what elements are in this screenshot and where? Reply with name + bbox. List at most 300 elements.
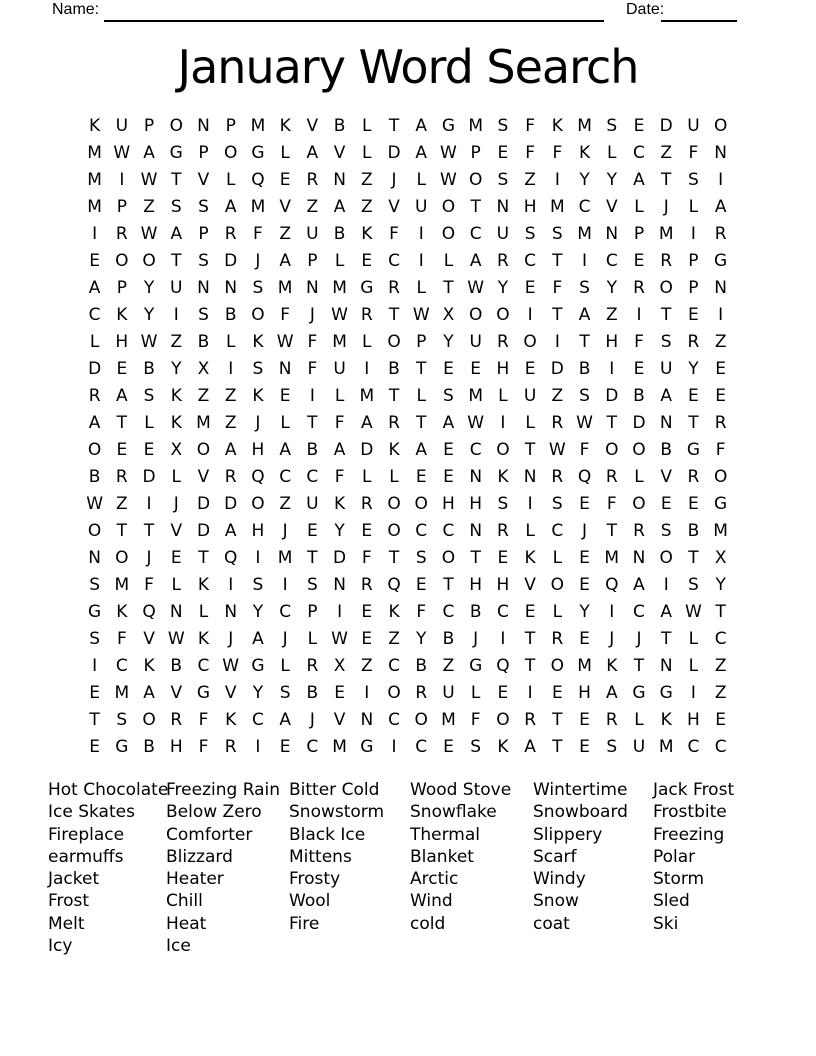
grid-letter: O: [169, 115, 183, 136]
grid-letter: S: [579, 277, 590, 298]
grid-letter: O: [496, 439, 510, 460]
grid-letter: L: [443, 250, 454, 271]
grid-letter: M: [332, 277, 347, 298]
grid-letter: Z: [143, 196, 155, 217]
grid-letter: C: [388, 250, 400, 271]
grid-letter: L: [688, 629, 699, 650]
grid-letter: F: [634, 331, 644, 352]
grid-letter: E: [89, 250, 100, 271]
grid-letter: R: [306, 656, 319, 677]
grid-letter: E: [470, 358, 482, 379]
grid-letter: C: [388, 710, 400, 731]
grid-letter: N: [197, 115, 210, 136]
grid-letter: D: [659, 115, 673, 136]
grid-letter: D: [632, 412, 646, 433]
grid-letter: W: [276, 331, 294, 352]
grid-letter: O: [523, 331, 537, 352]
grid-letter: L: [198, 602, 209, 623]
page-title: January Word Search: [177, 40, 639, 94]
grid-letter: E: [143, 439, 155, 460]
grid-letter: R: [605, 466, 618, 487]
grid-letter: Q: [251, 466, 265, 487]
grid-letter: M: [277, 548, 293, 569]
grid-letter: M: [332, 737, 347, 758]
word-list-column: [410, 779, 511, 935]
grid-letter: R: [88, 385, 101, 406]
grid-letter: A: [306, 142, 319, 163]
grid-letter: O: [441, 548, 456, 569]
grid-letter: Z: [388, 629, 400, 650]
word-list-item: Ice: [166, 936, 191, 957]
grid-letter: T: [89, 710, 100, 731]
grid-letter: N: [197, 277, 210, 298]
grid-letter: N: [360, 710, 374, 731]
grid-letter: F: [606, 493, 617, 514]
grid-letter: O: [441, 196, 456, 217]
grid-letter: G: [659, 683, 673, 704]
grid-letter: L: [552, 548, 563, 569]
word-list-item: Frosty: [289, 869, 341, 890]
grid-letter: G: [686, 439, 701, 460]
grid-letter: W: [685, 602, 702, 623]
grid-letter: T: [661, 304, 672, 325]
grid-letter: K: [497, 737, 509, 758]
grid-letter: R: [714, 412, 727, 433]
grid-letter: T: [443, 277, 454, 298]
grid-letter: C: [469, 223, 482, 244]
grid-letter: D: [224, 250, 238, 271]
word-list-item: Arctic: [410, 869, 459, 890]
grid-letter: Z: [551, 385, 564, 406]
grid-letter: I: [500, 412, 506, 433]
grid-letter: D: [387, 142, 401, 163]
grid-letter: G: [251, 656, 265, 677]
grid-letter: K: [116, 304, 128, 325]
grid-letter: T: [388, 548, 400, 569]
grid-letter: L: [552, 602, 563, 623]
grid-letter: T: [388, 304, 400, 325]
grid-letter: C: [415, 737, 428, 758]
grid-letter: M: [549, 196, 565, 217]
grid-letter: C: [306, 466, 319, 487]
grid-letter: M: [87, 142, 102, 163]
grid-letter: R: [170, 710, 183, 731]
word-list-item: Wintertime: [533, 780, 628, 800]
grid-letter: B: [578, 358, 591, 379]
grid-letter: U: [469, 331, 482, 352]
grid-letter: K: [197, 575, 210, 596]
grid-letter: U: [306, 223, 319, 244]
grid-letter: Q: [224, 548, 238, 569]
grid-letter: E: [633, 250, 645, 271]
word-list-column: [48, 779, 168, 957]
grid-letter: U: [442, 683, 455, 704]
grid-letter: V: [170, 520, 183, 541]
grid-letter: A: [252, 629, 264, 650]
grid-letter: X: [197, 358, 210, 379]
grid-letter: O: [713, 115, 728, 136]
grid-letter: R: [524, 710, 537, 731]
grid-letter: C: [197, 656, 210, 677]
grid-letter: I: [146, 493, 152, 514]
grid-letter: R: [388, 412, 400, 433]
grid-letter: T: [661, 169, 672, 190]
grid-letter: V: [170, 683, 183, 704]
grid-letter: W: [548, 439, 566, 460]
grid-letter: Z: [279, 223, 291, 244]
grid-letter: L: [280, 412, 290, 433]
grid-letter: P: [198, 142, 209, 163]
grid-letter: D: [550, 358, 564, 379]
grid-letter: R: [496, 250, 509, 271]
grid-letter: M: [577, 656, 592, 677]
grid-letter: H: [469, 493, 483, 514]
grid-letter: F: [334, 466, 345, 487]
grid-letter: S: [170, 196, 182, 217]
grid-letter: C: [88, 304, 101, 325]
grid-letter: V: [197, 466, 210, 487]
grid-letter: R: [551, 466, 564, 487]
grid-letter: Q: [605, 575, 619, 596]
grid-letter: K: [388, 602, 400, 623]
grid-letter: X: [333, 656, 346, 677]
grid-letter: Z: [442, 656, 455, 677]
grid-letter: N: [469, 466, 483, 487]
grid-letter: R: [360, 304, 373, 325]
grid-letter: L: [362, 331, 372, 352]
grid-letter: C: [714, 737, 727, 758]
grid-letter: L: [307, 629, 318, 650]
date-blank-line: [661, 2, 737, 22]
grid-letter: C: [469, 439, 482, 460]
grid-letter: L: [470, 683, 481, 704]
grid-letter: M: [468, 115, 483, 136]
grid-letter: V: [143, 629, 155, 650]
grid-letter: T: [715, 602, 726, 623]
grid-letter: M: [114, 683, 130, 704]
grid-letter: C: [687, 737, 700, 758]
grid-letter: S: [116, 710, 128, 731]
grid-letter: W: [140, 331, 158, 352]
grid-letter: F: [361, 548, 372, 569]
grid-letter: I: [609, 602, 615, 623]
grid-letter: W: [113, 142, 131, 163]
grid-letter: N: [523, 466, 537, 487]
grid-letter: R: [115, 223, 128, 244]
grid-letter: Y: [606, 169, 617, 190]
grid-letter: R: [360, 493, 373, 514]
grid-letter: B: [660, 439, 673, 460]
grid-letter: E: [579, 710, 590, 731]
grid-letter: Z: [197, 385, 210, 406]
grid-letter: O: [387, 331, 401, 352]
grid-letter: L: [362, 142, 372, 163]
grid-letter: O: [468, 304, 483, 325]
grid-letter: L: [634, 710, 644, 731]
grid-letter: I: [500, 629, 506, 650]
grid-letter: D: [142, 466, 156, 487]
grid-letter: O: [196, 439, 211, 460]
grid-letter: A: [143, 142, 155, 163]
grid-letter: H: [169, 737, 183, 758]
grid-letter: E: [443, 358, 454, 379]
grid-letter: N: [659, 412, 673, 433]
grid-letter: O: [115, 548, 129, 569]
grid-letter: H: [496, 358, 510, 379]
grid-letter: A: [578, 304, 591, 325]
grid-letter: T: [443, 575, 454, 596]
grid-letter: T: [470, 548, 481, 569]
grid-letter: I: [582, 250, 588, 271]
grid-letter: U: [496, 223, 510, 244]
grid-letter: E: [279, 737, 291, 758]
grid-letter: B: [388, 358, 400, 379]
grid-letter: I: [255, 737, 261, 758]
grid-letter: F: [144, 575, 154, 596]
grid-letter: L: [688, 656, 699, 677]
grid-letter: H: [496, 575, 510, 596]
grid-letter: R: [687, 466, 700, 487]
grid-letter: R: [551, 412, 564, 433]
grid-letter: W: [467, 412, 485, 433]
grid-letter: I: [92, 656, 98, 677]
grid-letter: Z: [360, 196, 373, 217]
grid-letter: P: [116, 196, 127, 217]
grid-letter: G: [88, 602, 102, 623]
word-list-item: Fireplace: [48, 824, 125, 845]
grid-letter: I: [718, 169, 724, 190]
grid-letter: H: [251, 520, 265, 541]
grid-letter: I: [391, 737, 397, 758]
grid-letter: S: [660, 520, 672, 541]
grid-letter: D: [605, 385, 619, 406]
grid-letter: E: [524, 358, 536, 379]
grid-letter: Z: [224, 385, 237, 406]
grid-letter: L: [280, 142, 290, 163]
grid-letter: O: [550, 575, 565, 596]
grid-letter: F: [688, 142, 699, 163]
grid-letter: T: [688, 412, 699, 433]
grid-letter: R: [605, 710, 618, 731]
grid-letter: E: [579, 575, 590, 596]
grid-letter: W: [167, 629, 185, 650]
grid-letter: R: [224, 737, 237, 758]
grid-letter: I: [173, 304, 179, 325]
grid-letter: C: [633, 142, 645, 163]
grid-letter: I: [718, 304, 724, 325]
grid-letter: L: [525, 412, 535, 433]
grid-letter: A: [442, 412, 455, 433]
grid-letter: E: [633, 115, 645, 136]
grid-letter: R: [115, 466, 128, 487]
grid-letter: A: [633, 575, 645, 596]
grid-letter: C: [279, 602, 292, 623]
grid-letter: M: [114, 575, 130, 596]
word-list-item: Snow: [533, 891, 579, 912]
grid-letter: H: [687, 710, 700, 731]
grid-letter: L: [416, 277, 426, 298]
grid-letter: S: [198, 304, 209, 325]
grid-letter: L: [144, 412, 154, 433]
grid-letter: T: [661, 629, 672, 650]
grid-letter: F: [579, 439, 590, 460]
grid-letter: F: [525, 115, 535, 136]
grid-letter: N: [88, 548, 101, 569]
grid-letter: E: [551, 683, 563, 704]
grid-letter: E: [170, 548, 182, 569]
name-label: Name:: [52, 1, 100, 18]
grid-letter: I: [255, 548, 261, 569]
grid-letter: I: [364, 358, 370, 379]
grid-letter: N: [496, 196, 510, 217]
grid-letter: E: [715, 358, 727, 379]
grid-letter: G: [115, 737, 129, 758]
grid-letter: U: [632, 737, 646, 758]
grid-letter: S: [415, 548, 427, 569]
grid-letter: O: [550, 656, 565, 677]
grid-letter: Z: [714, 331, 727, 352]
grid-letter: S: [688, 575, 699, 596]
grid-letter: L: [634, 466, 644, 487]
grid-letter: F: [552, 142, 563, 163]
grid-letter: A: [116, 385, 128, 406]
word-list-item: Melt: [48, 913, 85, 934]
grid-letter: T: [688, 548, 699, 569]
grid-letter: M: [196, 412, 211, 433]
grid-letter: O: [115, 250, 129, 271]
grid-letter: E: [279, 385, 291, 406]
grid-letter: R: [360, 575, 373, 596]
grid-letter: G: [196, 683, 211, 704]
grid-letter: M: [441, 710, 456, 731]
grid-letter: L: [225, 331, 236, 352]
word-list-item: Snowboard: [533, 802, 628, 823]
word-search-grid: [81, 112, 734, 761]
grid-letter: R: [415, 683, 428, 704]
grid-letter: V: [388, 196, 400, 217]
grid-letter: E: [579, 548, 590, 569]
grid-letter: T: [470, 196, 481, 217]
grid-letter: H: [442, 493, 455, 514]
grid-letter: J: [391, 169, 397, 190]
grid-letter: R: [714, 223, 727, 244]
grid-letter: N: [632, 548, 646, 569]
grid-letter: T: [416, 412, 427, 433]
grid-letter: K: [551, 115, 563, 136]
grid-letter: M: [713, 520, 728, 541]
grid-letter: E: [89, 737, 100, 758]
grid-letter: Q: [496, 656, 510, 677]
grid-letter: E: [660, 493, 672, 514]
grid-letter: V: [333, 142, 346, 163]
word-list-item: Icy: [48, 936, 73, 957]
grid-letter: N: [306, 277, 319, 298]
grid-letter: W: [140, 223, 158, 244]
grid-letter: S: [524, 223, 536, 244]
grid-letter: E: [688, 493, 699, 514]
grid-letter: F: [307, 358, 318, 379]
grid-letter: T: [524, 629, 536, 650]
grid-letter: P: [688, 250, 699, 271]
word-list-column: [289, 779, 384, 935]
grid-letter: O: [605, 439, 619, 460]
grid-letter: S: [198, 196, 209, 217]
grid-letter: C: [605, 250, 618, 271]
grid-letter: P: [307, 250, 318, 271]
grid-letter: S: [252, 575, 264, 596]
grid-letter: T: [307, 412, 318, 433]
grid-letter: S: [143, 385, 155, 406]
grid-letter: I: [527, 683, 533, 704]
grid-letter: K: [116, 602, 128, 623]
grid-letter: Y: [143, 304, 155, 325]
grid-letter: A: [469, 250, 482, 271]
grid-letter: O: [659, 277, 673, 298]
grid-letter: L: [334, 250, 345, 271]
grid-letter: Z: [714, 656, 727, 677]
grid-letter: J: [609, 629, 615, 650]
grid-letter: T: [307, 548, 318, 569]
grid-letter: R: [633, 520, 645, 541]
grid-letter: W: [412, 304, 430, 325]
grid-letter: O: [87, 520, 102, 541]
word-list-item: Black Ice: [289, 824, 366, 845]
grid-letter: L: [634, 196, 644, 217]
grid-letter: L: [89, 331, 100, 352]
grid-letter: J: [173, 493, 179, 514]
grid-letter: L: [525, 520, 535, 541]
grid-letter: L: [416, 169, 426, 190]
grid-letter: C: [251, 710, 264, 731]
grid-letter: O: [632, 493, 646, 514]
grid-letter: Y: [143, 277, 155, 298]
grid-letter: Y: [579, 602, 590, 623]
grid-letter: K: [524, 548, 536, 569]
grid-letter: C: [306, 737, 319, 758]
grid-letter: A: [415, 439, 428, 460]
word-list-item: Bitter Cold: [289, 780, 380, 800]
grid-letter: O: [441, 223, 456, 244]
grid-letter: S: [252, 277, 264, 298]
grid-letter: F: [389, 223, 399, 244]
grid-letter: A: [714, 196, 727, 217]
grid-letter: E: [497, 683, 509, 704]
grid-letter: C: [551, 520, 564, 541]
word-list-column: [533, 779, 628, 935]
grid-letter: A: [279, 250, 291, 271]
grid-letter: G: [360, 277, 374, 298]
grid-letter: B: [197, 331, 210, 352]
grid-letter: M: [332, 331, 347, 352]
grid-letter: D: [196, 493, 211, 514]
grid-letter: M: [658, 223, 674, 244]
grid-letter: O: [414, 493, 428, 514]
grid-letter: X: [442, 304, 455, 325]
grid-letter: K: [578, 142, 591, 163]
grid-letter: C: [442, 520, 455, 541]
grid-letter: E: [89, 683, 100, 704]
grid-letter: I: [554, 169, 560, 190]
grid-letter: D: [360, 439, 374, 460]
grid-letter: J: [282, 629, 288, 650]
grid-letter: O: [387, 493, 401, 514]
grid-letter: L: [362, 466, 372, 487]
grid-letter: I: [418, 250, 424, 271]
grid-letter: T: [524, 439, 536, 460]
grid-letter: E: [633, 358, 645, 379]
word-list-item: Jack Frost: [653, 780, 735, 800]
grid-letter: J: [309, 304, 315, 325]
